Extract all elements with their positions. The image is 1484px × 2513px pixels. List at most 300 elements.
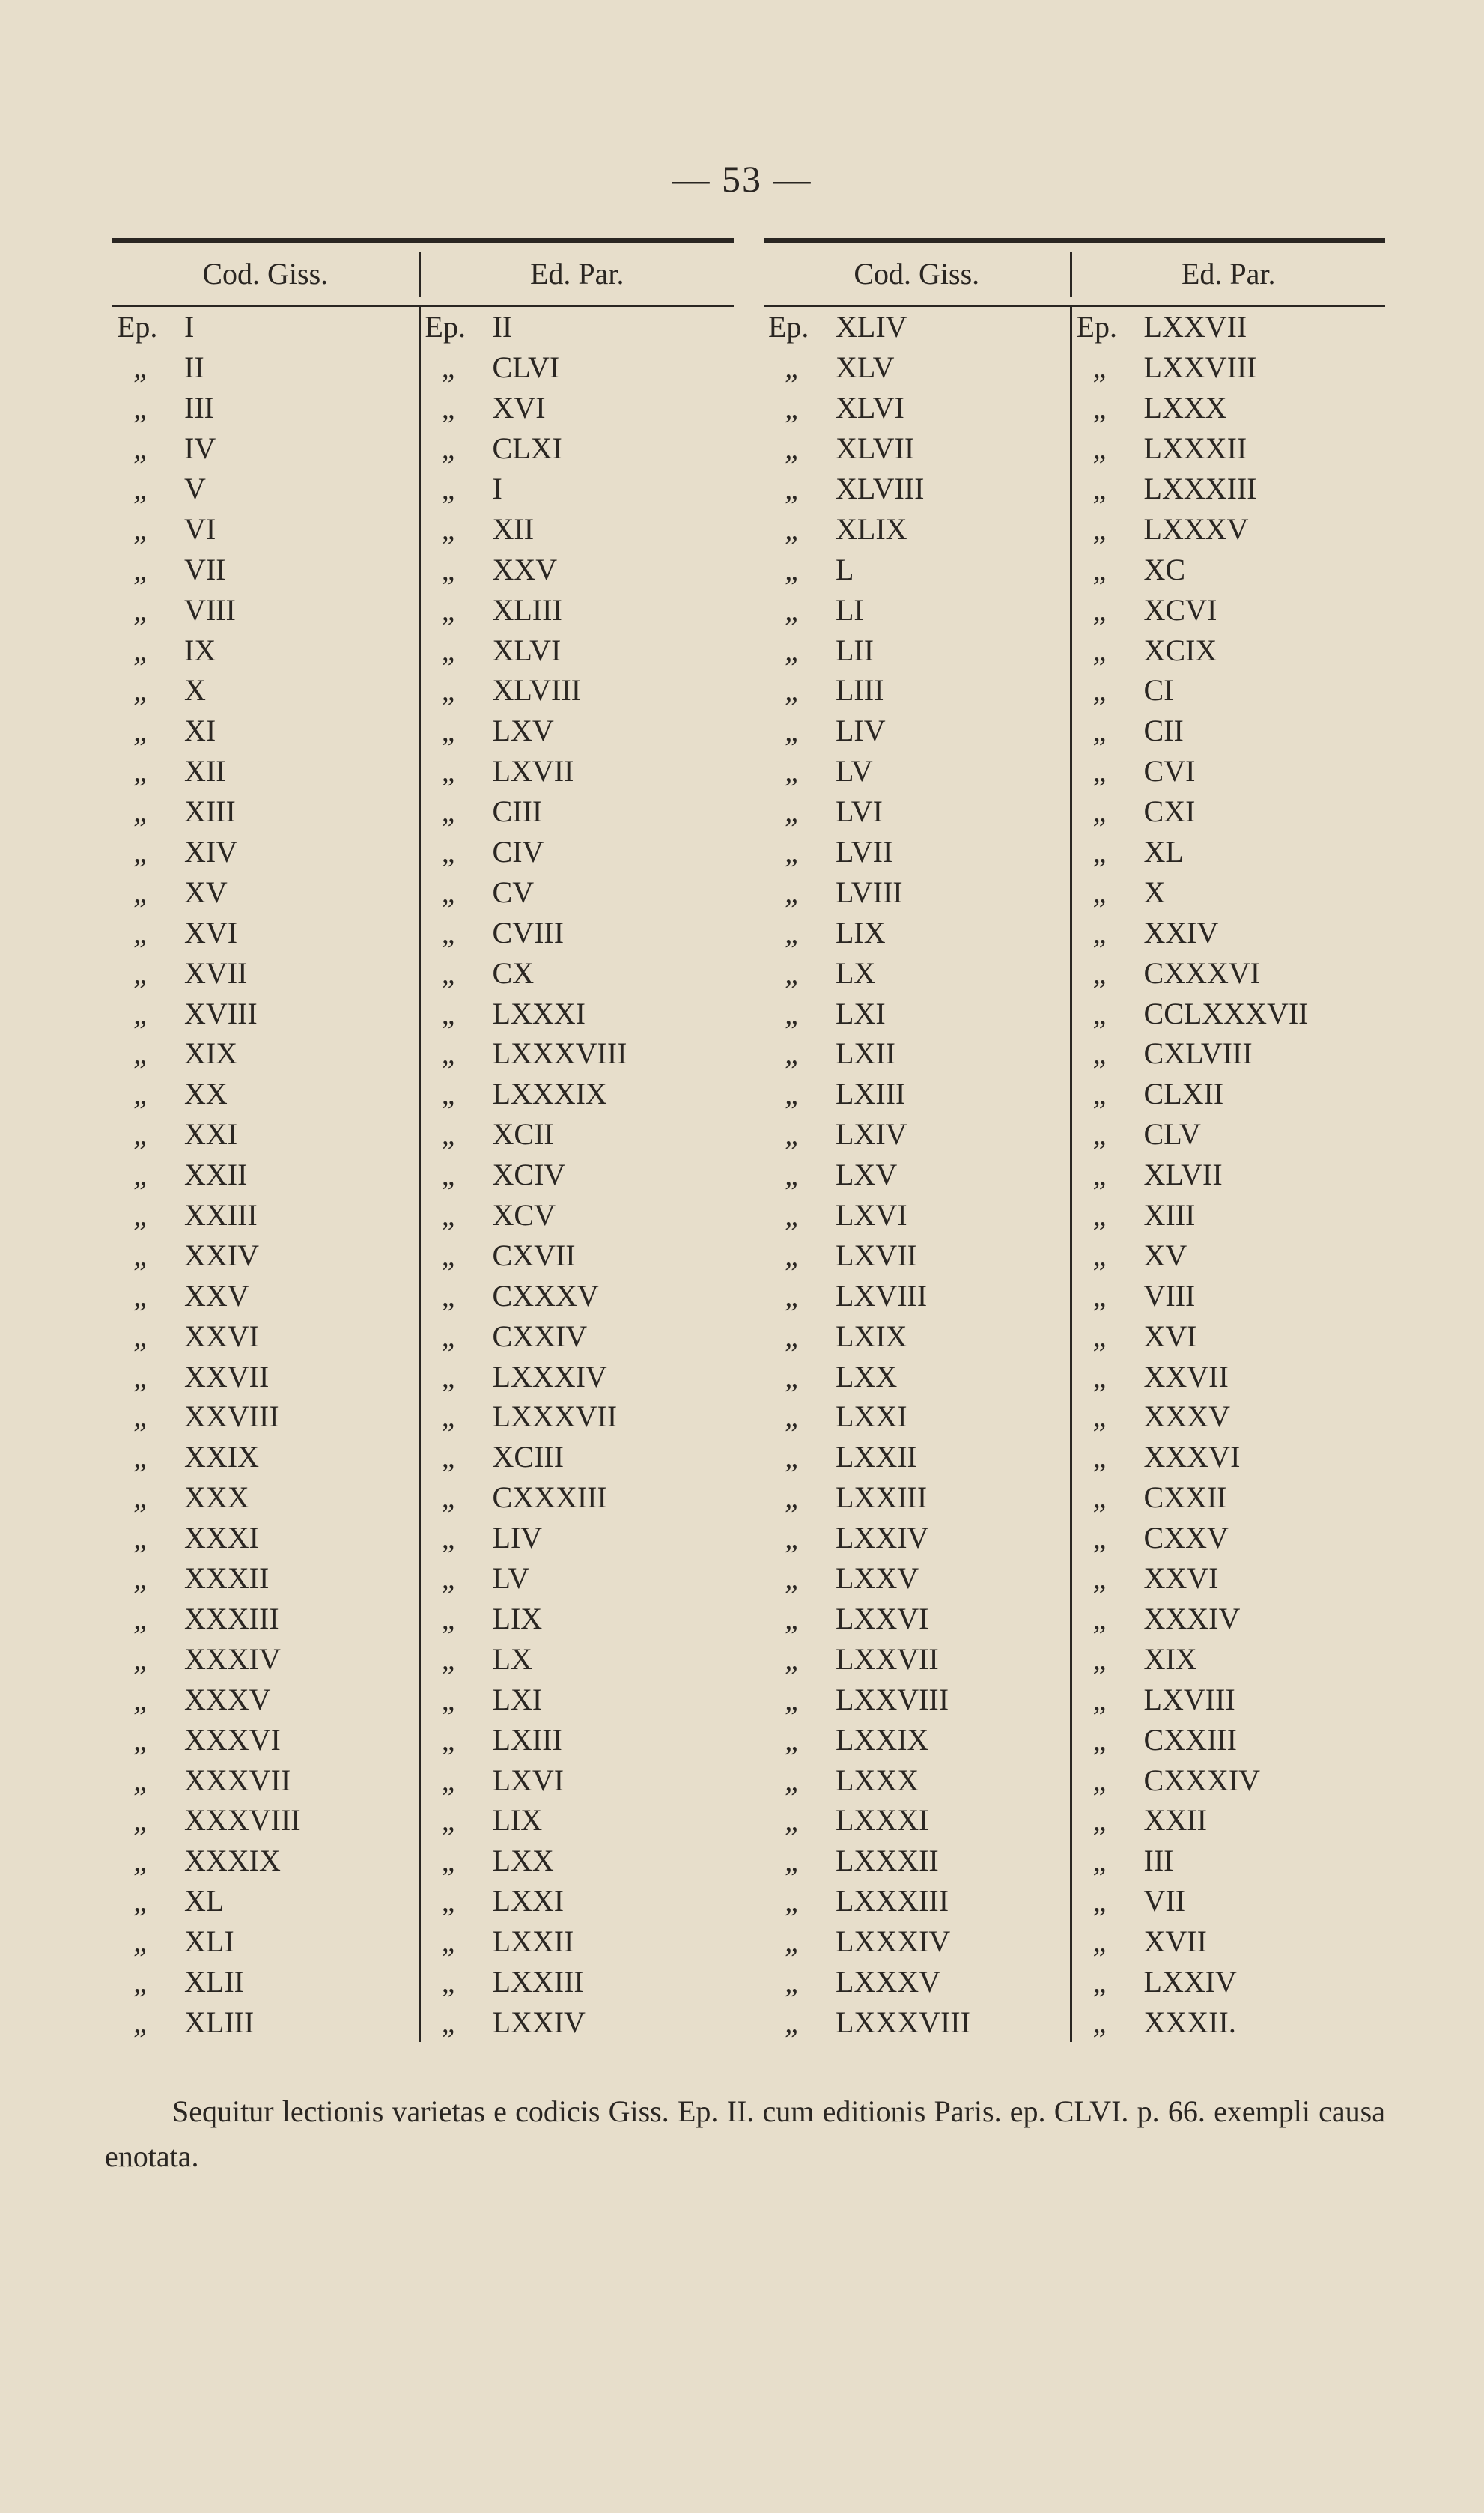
ditto-mark: „	[1092, 1641, 1110, 1676]
table-row	[421, 630, 734, 670]
ditto-mark: „	[441, 673, 458, 708]
table-row	[1072, 1962, 1385, 2002]
ditto-mark: „	[133, 1964, 150, 1999]
ditto-mark: „	[785, 1521, 802, 1555]
table-row	[764, 1155, 1070, 1195]
table-row	[764, 670, 1070, 711]
epistle-number: LXXII	[492, 1924, 574, 1959]
ditto-mark: „	[1092, 754, 1110, 788]
ditto-mark: „	[441, 1077, 458, 1111]
ditto-mark: „	[133, 472, 150, 505]
epistle-number: XLIX	[836, 511, 907, 546]
table-row	[1072, 549, 1385, 589]
epistle-number: CX	[492, 955, 535, 990]
ditto-mark: „	[441, 1440, 458, 1474]
table-row	[1072, 1033, 1385, 1074]
table-row	[112, 469, 419, 509]
epistle-number: LXXX	[836, 1763, 919, 1797]
epistle-number: XCIX	[1143, 633, 1217, 667]
epistle-number: XLIII	[492, 592, 562, 627]
table-row	[421, 1114, 734, 1155]
ditto-mark: „	[133, 1924, 150, 1959]
epistle-number: XXXIX	[184, 1844, 281, 1878]
table-row	[421, 1558, 734, 1599]
table-row	[421, 1397, 734, 1437]
ditto-mark: „	[441, 592, 458, 627]
epistle-number: XXXV	[1143, 1400, 1231, 1434]
ditto-mark: „	[133, 511, 150, 546]
ditto-mark: „	[785, 1682, 802, 1716]
epistle-number: I	[492, 472, 502, 505]
epistle-number: XVII	[1143, 1924, 1207, 1959]
epistle-number: LXXIV	[836, 1521, 929, 1555]
ditto-mark: „	[441, 1480, 458, 1515]
note-text: Sequitur lectionis varietas e codicis Giss. Ep. II. cum editionis Paris. ep. CLVI. p. 66. exempli causa enotata.	[105, 2094, 1385, 2173]
ditto-mark: „	[133, 1400, 150, 1434]
epistle-number: XXIV	[1143, 915, 1219, 949]
epistle-number: CXXXVI	[1143, 955, 1261, 990]
ditto-mark: „	[1092, 1561, 1110, 1596]
table-row	[1072, 1235, 1385, 1275]
table-row	[112, 630, 419, 670]
epistle-number: XLIII	[184, 2005, 255, 2039]
table-row	[764, 388, 1070, 428]
table-row	[1072, 1437, 1385, 1477]
epistle-number: LIX	[492, 1601, 543, 1635]
table-row	[764, 1356, 1070, 1397]
epistle-number: XXXV	[184, 1682, 271, 1716]
epistle-number: LX	[492, 1641, 532, 1676]
ditto-mark: „	[441, 1036, 458, 1071]
epistle-number: XVI	[492, 391, 546, 425]
table-row	[421, 1962, 734, 2002]
table-row	[421, 1195, 734, 1236]
epistle-number: XCIII	[492, 1440, 565, 1474]
epistle-number: LIX	[492, 1803, 543, 1838]
epistle-number: LIV	[492, 1521, 543, 1555]
ditto-mark: „	[441, 1641, 458, 1676]
table-row	[421, 872, 734, 912]
table-row	[112, 549, 419, 589]
ditto-mark: „	[1092, 472, 1110, 505]
epistle-number: XIX	[1143, 1641, 1197, 1676]
epistle-number: LXX	[836, 1359, 898, 1394]
epistle-number: XVI	[1143, 1319, 1197, 1353]
table-row	[112, 993, 419, 1033]
ditto-mark: „	[1092, 1238, 1110, 1272]
table-row	[1072, 307, 1385, 347]
epistle-number: CV	[492, 875, 535, 909]
ditto-mark: „	[785, 996, 802, 1030]
table-row	[1072, 1881, 1385, 1921]
left-table	[112, 238, 734, 2042]
table-row	[1072, 1921, 1385, 1962]
epistle-number: LVIII	[836, 875, 903, 909]
ditto-mark: „	[133, 1682, 150, 1716]
epistle-number: XXXVIII	[184, 1803, 301, 1838]
epistle-number: LXXVI	[836, 1601, 929, 1635]
ditto-mark: „	[1092, 1077, 1110, 1111]
table-row	[112, 347, 419, 388]
ditto-mark: „	[441, 714, 458, 748]
table-row	[1072, 1719, 1385, 1760]
table-row	[1072, 791, 1385, 832]
ditto-mark: „	[441, 1763, 458, 1797]
table-row	[764, 791, 1070, 832]
ditto-mark: „	[1092, 714, 1110, 748]
ditto-mark: „	[1092, 1359, 1110, 1394]
table-row	[112, 1437, 419, 1477]
table-row	[112, 1760, 419, 1800]
epistle-number: LXXI	[492, 1884, 565, 1918]
epistle-number: LXXXVIII	[836, 2005, 970, 2039]
table-row	[112, 1962, 419, 2002]
ditto-mark: „	[785, 1964, 802, 1999]
ditto-mark: „	[441, 1924, 458, 1959]
ditto-mark: „	[1092, 1682, 1110, 1716]
table-row	[112, 1719, 419, 1760]
table-row	[112, 388, 419, 428]
ditto-mark: „	[785, 915, 802, 949]
epistle-number: X	[1143, 875, 1166, 909]
table-row	[112, 832, 419, 872]
epistle-number: LXVIII	[1143, 1682, 1235, 1716]
table-row	[421, 1679, 734, 1719]
table-row	[1072, 952, 1385, 993]
ditto-mark: „	[1092, 835, 1110, 869]
table-row	[112, 1074, 419, 1114]
header-ed-par: Ed. Par.	[529, 257, 624, 291]
column-cod-giss	[764, 307, 1072, 2042]
ditto-mark: „	[133, 1561, 150, 1596]
ditto-mark: „	[133, 552, 150, 586]
table-row	[112, 1800, 419, 1841]
epistle-number: LI	[836, 592, 864, 627]
ditto-mark: „	[785, 1722, 802, 1757]
ditto-mark: „	[133, 915, 150, 949]
epistle-number: XII	[492, 511, 535, 546]
ditto-mark: „	[133, 1763, 150, 1797]
epistle-number: CLXII	[1143, 1077, 1224, 1111]
epistle-number: CIV	[492, 835, 544, 869]
ditto-mark: „	[133, 391, 150, 425]
table-body	[764, 307, 1385, 2042]
epistle-number: LXXVII	[836, 1641, 939, 1676]
ditto-mark: „	[1092, 1924, 1110, 1959]
table-row	[764, 1921, 1070, 1962]
ditto-mark: „	[1092, 794, 1110, 829]
ditto-mark: „	[785, 1117, 802, 1152]
table-row	[112, 912, 419, 952]
table-row	[112, 1477, 419, 1518]
epistle-number: XCIV	[492, 1158, 566, 1192]
ditto-mark: „	[441, 1601, 458, 1635]
ditto-mark: „	[1092, 915, 1110, 949]
table-row	[421, 589, 734, 630]
ditto-mark: „	[785, 1077, 802, 1111]
epistle-number: LXII	[836, 1036, 895, 1071]
ditto-mark: „	[133, 1359, 150, 1394]
epistle-number: CXXXIII	[492, 1480, 607, 1515]
table-row	[421, 2002, 734, 2042]
ditto-mark: „	[785, 1238, 802, 1272]
table-row	[112, 1518, 419, 1558]
ditto-mark: „	[441, 1278, 458, 1313]
epistle-number: XLVIII	[836, 472, 925, 505]
table-row	[1072, 1599, 1385, 1639]
epistle-number: LV	[492, 1561, 530, 1596]
table-row	[112, 428, 419, 469]
epistle-number: LXXX	[1143, 391, 1227, 425]
ditto-mark: „	[441, 754, 458, 788]
ditto-mark: „	[133, 835, 150, 869]
ditto-mark: „	[1092, 1440, 1110, 1474]
table-row	[764, 1638, 1070, 1679]
table-row	[421, 1518, 734, 1558]
table-row	[112, 1841, 419, 1881]
epistle-number: XXIX	[184, 1440, 259, 1474]
table-row	[421, 1921, 734, 1962]
table-row	[421, 791, 734, 832]
table-row	[764, 1033, 1070, 1074]
epistle-number: LXXXI	[492, 996, 586, 1030]
ditto-mark: „	[785, 1884, 802, 1918]
table-header	[764, 243, 1385, 305]
epistle-number: XLVII	[836, 431, 915, 466]
ditto-mark: „	[1092, 1601, 1110, 1635]
table-row	[1072, 428, 1385, 469]
epistle-number: LXIV	[836, 1117, 907, 1152]
epistle-number: XXXII	[184, 1561, 270, 1596]
epistle-number: LXXIII	[836, 1480, 928, 1515]
epistle-number: XXXIV	[184, 1641, 281, 1676]
epistle-number: XIX	[184, 1036, 238, 1071]
table-row	[421, 711, 734, 751]
epistle-number: XXV	[492, 552, 558, 586]
epistle-number: VIII	[1143, 1278, 1196, 1313]
table-row	[112, 307, 419, 347]
ditto-mark: „	[1092, 1036, 1110, 1071]
epistle-number: I	[184, 310, 195, 344]
epistle-number: LXXVIII	[836, 1682, 949, 1716]
epistle-number: LXXXVII	[492, 1400, 618, 1434]
ditto-mark: „	[441, 1884, 458, 1918]
table-row	[1072, 1518, 1385, 1558]
epistle-number: LXXXIII	[1143, 472, 1257, 505]
table-row	[764, 1679, 1070, 1719]
ditto-mark: „	[1092, 1722, 1110, 1757]
table-row	[1072, 589, 1385, 630]
epistle-number: XXI	[184, 1117, 238, 1152]
table-row	[1072, 1679, 1385, 1719]
table-row	[112, 1235, 419, 1275]
table-row	[764, 347, 1070, 388]
table-row	[421, 1155, 734, 1195]
table-row	[112, 1033, 419, 1074]
ditto-mark: „	[441, 1844, 458, 1878]
epistle-number: CXI	[1143, 794, 1196, 829]
table-row	[112, 1275, 419, 1316]
epistle-number: XXVII	[184, 1359, 270, 1394]
table-row	[1072, 1760, 1385, 1800]
ditto-mark: „	[785, 431, 802, 466]
table-row	[764, 1437, 1070, 1477]
epistle-number: XL	[1143, 835, 1184, 869]
epistle-number: CLXI	[492, 431, 562, 466]
epistle-number: XXXIV	[1143, 1601, 1241, 1635]
epistle-number: XXXIII	[184, 1601, 279, 1635]
top-rule	[764, 238, 1385, 243]
epistle-number: XXVII	[1143, 1359, 1229, 1394]
epistle-number: XXIII	[184, 1198, 258, 1233]
epistle-number: LXV	[492, 714, 554, 748]
epistle-number: CCLXXXVII	[1143, 996, 1309, 1030]
ditto-mark: „	[441, 1158, 458, 1192]
epistle-number: LXI	[492, 1682, 543, 1716]
ditto-mark: „	[785, 1641, 802, 1676]
table-row	[112, 1881, 419, 1921]
epistle-number: XXXVII	[184, 1763, 291, 1797]
ditto-mark: „	[785, 1278, 802, 1313]
table-row	[764, 1719, 1070, 1760]
table-row	[764, 1195, 1070, 1236]
epistle-number: XIV	[184, 835, 238, 869]
ditto-mark: „	[785, 1319, 802, 1353]
epistle-number: LXXXV	[836, 1964, 940, 1999]
table-row	[1072, 751, 1385, 791]
epistle-number: XXVIII	[184, 1400, 279, 1434]
ditto-mark: „	[133, 754, 150, 788]
table-row	[764, 1962, 1070, 2002]
ditto-mark: „	[133, 1803, 150, 1838]
epistle-number: CXVII	[492, 1238, 576, 1272]
ditto-mark: „	[1092, 875, 1110, 909]
ditto-mark: „	[785, 875, 802, 909]
table-row	[764, 711, 1070, 751]
table-row	[112, 2002, 419, 2042]
ditto-mark: „	[785, 511, 802, 546]
table-row	[112, 711, 419, 751]
ditto-mark: „	[441, 350, 458, 385]
table-row	[764, 952, 1070, 993]
epistle-number: LIV	[836, 714, 886, 748]
table-row	[1072, 711, 1385, 751]
table-row	[1072, 1397, 1385, 1437]
ditto-mark: „	[133, 1238, 150, 1272]
epistle-number: XLVI	[836, 391, 904, 425]
ditto-mark: „	[1092, 511, 1110, 546]
table-row	[1072, 872, 1385, 912]
ditto-mark: „	[441, 431, 458, 466]
epistle-number: LXXV	[836, 1561, 919, 1596]
ditto-mark: „	[1092, 673, 1110, 708]
epistle-number: V	[184, 472, 206, 505]
ditto-mark: „	[133, 875, 150, 909]
ditto-mark: „	[441, 1117, 458, 1152]
table-row	[112, 1114, 419, 1155]
table-row	[421, 1356, 734, 1397]
epistle-number: XXXI	[184, 1521, 259, 1555]
ditto-mark: „	[133, 2005, 150, 2039]
ditto-mark: „	[785, 1198, 802, 1233]
epistle-number: XCV	[492, 1198, 556, 1233]
ditto-mark: „	[133, 1844, 150, 1878]
table-row	[764, 832, 1070, 872]
epistle-number: XLIV	[836, 310, 907, 344]
ditto-mark: „	[785, 955, 802, 990]
concordance-tables	[112, 238, 1385, 2042]
table-row	[1072, 630, 1385, 670]
table-row	[421, 1033, 734, 1074]
table-row	[112, 1599, 419, 1639]
table-row	[1072, 1477, 1385, 1518]
table-row	[421, 1881, 734, 1921]
table-row	[1072, 670, 1385, 711]
ditto-mark: „	[785, 1803, 802, 1838]
epistle-number: XI	[184, 714, 216, 748]
epistle-number: LIII	[836, 673, 884, 708]
table-row	[421, 1638, 734, 1679]
table-row	[764, 872, 1070, 912]
table-row	[1072, 1638, 1385, 1679]
table-row	[1072, 1275, 1385, 1316]
epistle-number: LX	[836, 955, 876, 990]
ditto-mark: „	[441, 1319, 458, 1353]
ditto-mark: „	[785, 2005, 802, 2039]
table-row	[1072, 1155, 1385, 1195]
epistle-number: CLVI	[492, 350, 560, 385]
ditto-mark: „	[441, 1682, 458, 1716]
table-row	[112, 1921, 419, 1962]
epistle-number: LXI	[836, 996, 886, 1030]
epistle-number: LXXXII	[1143, 431, 1247, 466]
table-row	[112, 1316, 419, 1356]
table-row	[764, 1599, 1070, 1639]
epistle-number: LVI	[836, 794, 883, 829]
table-row	[1072, 1316, 1385, 1356]
ditto-mark: „	[441, 1803, 458, 1838]
table-body	[112, 307, 734, 2042]
epistle-number: XL	[184, 1884, 225, 1918]
table-row	[764, 751, 1070, 791]
ditto-mark: „	[441, 472, 458, 505]
ditto-mark: „	[1092, 1480, 1110, 1515]
ditto-mark: „	[1092, 1400, 1110, 1434]
epistle-number: XC	[1143, 552, 1186, 586]
footnote-paragraph	[105, 2089, 1385, 2179]
ditto-mark: „	[133, 431, 150, 466]
table-row	[1072, 469, 1385, 509]
table-row	[421, 952, 734, 993]
ditto-mark: „	[133, 1480, 150, 1515]
ditto-mark: „	[133, 1117, 150, 1152]
ditto-mark: „	[441, 2005, 458, 2039]
epistle-number: XXXII.	[1143, 2005, 1236, 2039]
ditto-mark: „	[441, 633, 458, 667]
ditto-mark: „	[133, 1319, 150, 1353]
ditto-mark: „	[785, 673, 802, 708]
epistle-number: XX	[184, 1077, 228, 1111]
table-row	[112, 1638, 419, 1679]
epistle-number: III	[184, 391, 214, 425]
epistle-number: X	[184, 673, 206, 708]
table-row	[1072, 832, 1385, 872]
table-row	[764, 508, 1070, 549]
ditto-mark: „	[1092, 431, 1110, 466]
epistle-number: LXVIII	[836, 1278, 928, 1313]
header-cod-giss: Cod. Giss.	[112, 252, 421, 297]
ditto-mark: „	[785, 552, 802, 586]
